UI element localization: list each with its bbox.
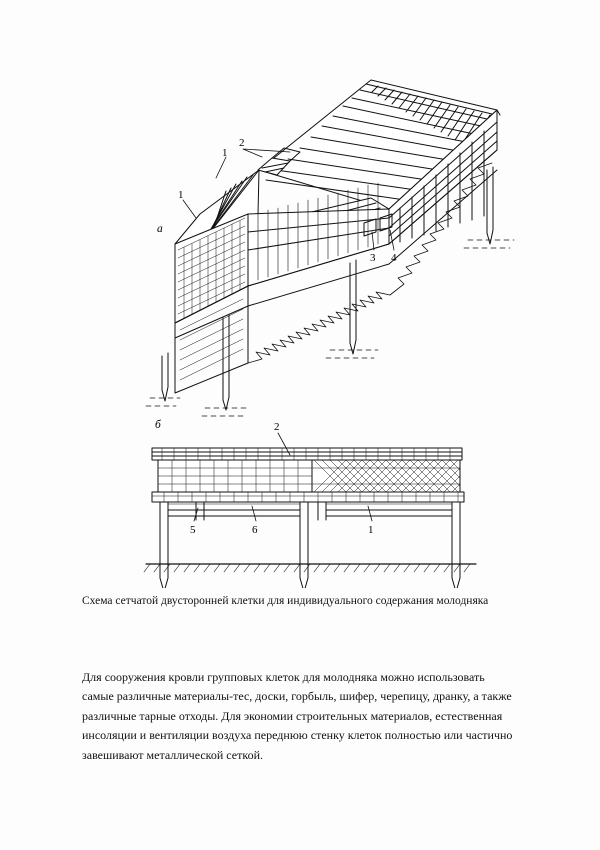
body-text bbox=[82, 668, 514, 765]
callout-1b: 1 bbox=[178, 189, 184, 201]
cage-scheme-drawing bbox=[0, 18, 600, 588]
callout-5: 5 bbox=[190, 524, 196, 536]
callout-1: 1 bbox=[222, 147, 228, 159]
view-label-b: б bbox=[155, 419, 161, 431]
callout-2-lower: 2 bbox=[274, 421, 280, 433]
callout-1-lower: 1 bbox=[368, 524, 374, 536]
callout-4: 4 bbox=[391, 252, 397, 264]
body-paragraph: Для сооружения кровли групповых клеток для молодняка можно использовать самые различные материалы-тес, доски, горбыль, шифер, черепицу, дранку, а также различные тарные отходы. Для экономии строительных материалов, естественная инсоляции и вентиляции воздуха переднюю стенку клеток полностью или частично завешивают металлической сеткой. bbox=[82, 670, 513, 762]
callout-6: 6 bbox=[252, 524, 258, 536]
callout-2: 2 bbox=[239, 137, 245, 149]
view-label-a: а bbox=[157, 223, 163, 235]
figure-illustration bbox=[0, 18, 600, 588]
callout-3: 3 bbox=[370, 252, 376, 264]
figure-caption: Схема сетчатой двусторонней клетки для индивидуального содержания молодняка bbox=[82, 595, 489, 607]
